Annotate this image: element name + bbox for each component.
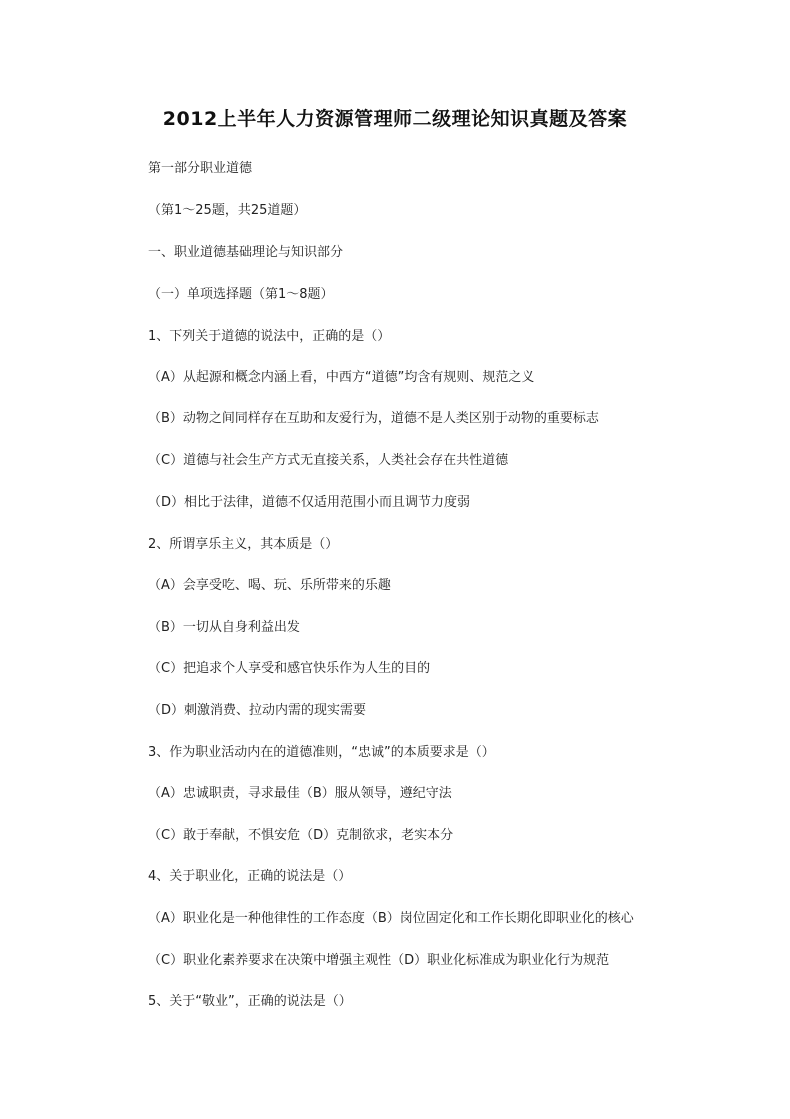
- part-heading: 一、职业道德基础理论与知识部分: [148, 245, 344, 260]
- question-2-option-c: （C）把追求个人享受和感官快乐作为人生的目的: [148, 661, 431, 676]
- question-3-options-cd: （C）敢于奉献，不惧安危（D）克制欲求，老实本分: [148, 828, 454, 843]
- question-3-options-ab: （A）忠诚职责，寻求最佳（B）服从领导，遵纪守法: [148, 786, 452, 801]
- question-4-options-cd: （C）职业化素养要求在决策中增强主观性（D）职业化标准成为职业化行为规范: [148, 953, 610, 968]
- question-4: 4、关于职业化，正确的说法是（）: [148, 869, 352, 884]
- question-1-option-c: （C）道德与社会生产方式无直接关系，人类社会存在共性道德: [148, 453, 509, 468]
- question-2-option-a: （A）会享受吃、喝、玩、乐所带来的乐趣: [148, 578, 391, 593]
- document-title: 2012上半年人力资源管理师二级理论知识真题及答案: [162, 108, 628, 130]
- question-1-option-a: （A）从起源和概念内涵上看，中西方“道德”均含有规则、规范之义: [148, 370, 535, 385]
- section-scope: （第1～25题，共25道题）: [148, 203, 307, 218]
- question-1-option-d: （D）相比于法律，道德不仅适用范围小而且调节力度弱: [148, 495, 471, 510]
- section-heading: 第一部分职业道德: [148, 161, 253, 176]
- question-5: 5、关于“敬业”，正确的说法是（）: [148, 994, 352, 1009]
- question-2-option-b: （B）一切从自身利益出发: [148, 620, 300, 635]
- question-3: 3、作为职业活动内在的道德准则，“忠诚”的本质要求是（）: [148, 745, 495, 760]
- question-1-option-b: （B）动物之间同样存在互助和友爱行为，道德不是人类区别于动物的重要标志: [148, 411, 599, 426]
- question-2-option-d: （D）刺激消费、拉动内需的现实需要: [148, 703, 367, 718]
- question-1: 1、下列关于道德的说法中，正确的是（）: [148, 329, 391, 344]
- question-2: 2、所谓享乐主义，其本质是（）: [148, 537, 339, 552]
- question-type-heading: （一）单项选择题（第1～8题）: [148, 287, 334, 302]
- question-4-options-ab: （A）职业化是一种他律性的工作态度（B）岗位固定化和工作长期化即职业化的核心: [148, 911, 634, 926]
